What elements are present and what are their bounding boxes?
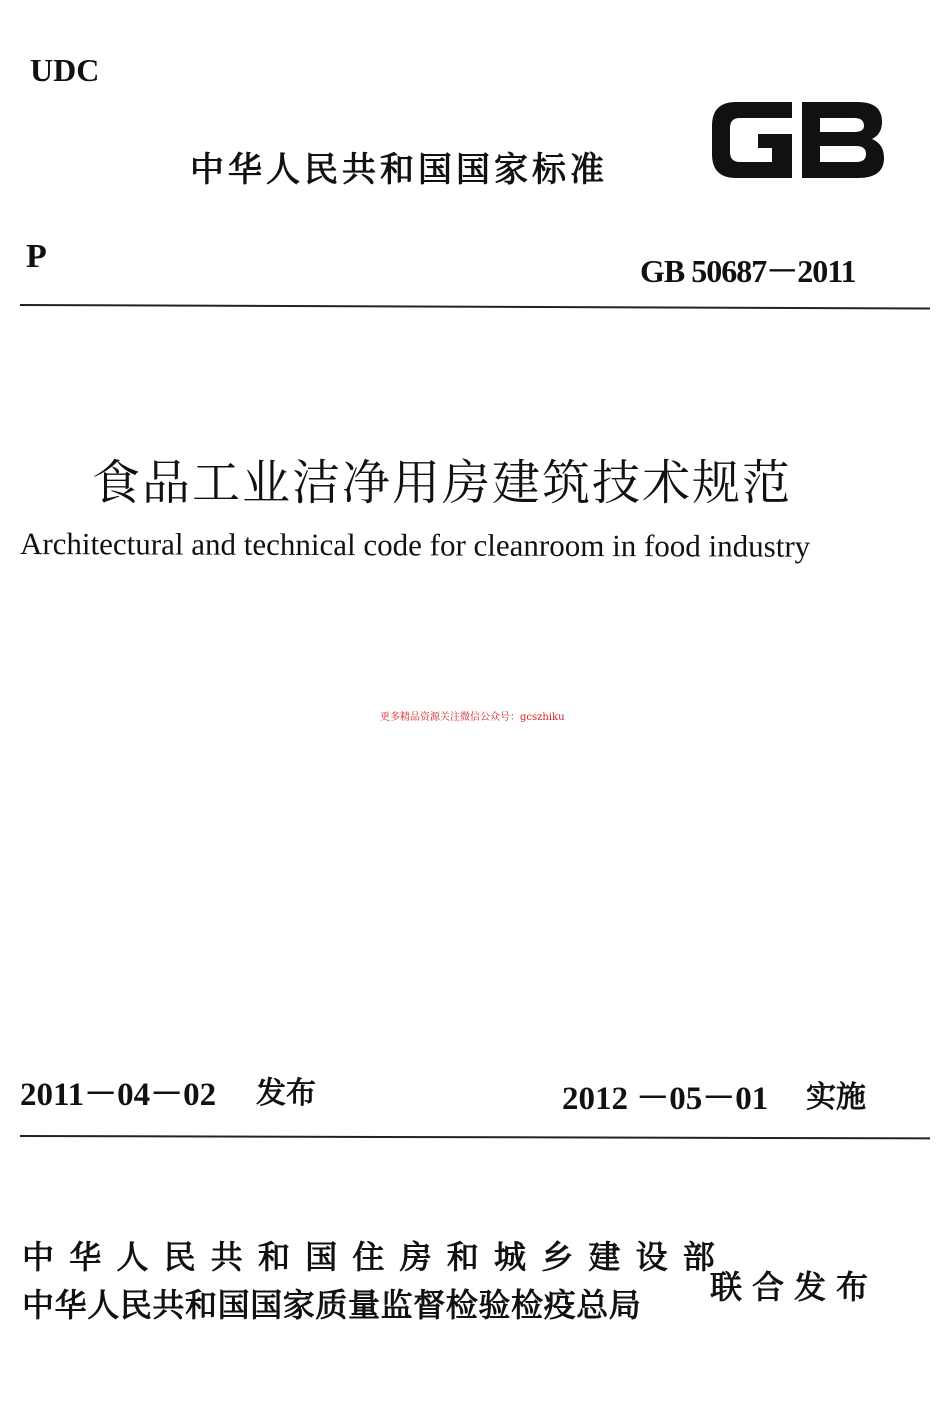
top-divider — [20, 304, 930, 309]
publisher-line-2: 中华人民共和国国家质量监督检验检疫总局 — [22, 1286, 642, 1324]
issue-date: 2011－04－02 — [20, 1077, 217, 1113]
standard-authority: 中华人民共和国国家标准 — [190, 150, 608, 190]
joint-publish-label: 联合发布 — [710, 1268, 879, 1306]
standard-number: GB 50687－2011 — [640, 253, 856, 289]
classification-code: P — [26, 238, 47, 275]
publisher-line-1: 中华人民共和国住房和城乡建设部 — [22, 1238, 731, 1276]
implement-label: 实施 — [806, 1080, 866, 1115]
udc-label: UDC — [30, 52, 100, 88]
issue-label: 发布 — [256, 1076, 316, 1111]
watermark-text: 更多精品资源关注微信公众号：gcszhiku — [380, 712, 565, 723]
title-english: Architectural and technical code for cleanroom in food industry — [19, 526, 811, 564]
title-chinese: 食品工业洁净用房建筑技术规范 — [92, 455, 793, 511]
implement-date: 2012 －05－01 — [562, 1081, 769, 1117]
bottom-divider — [20, 1135, 930, 1139]
gb-logo-icon — [708, 96, 886, 182]
